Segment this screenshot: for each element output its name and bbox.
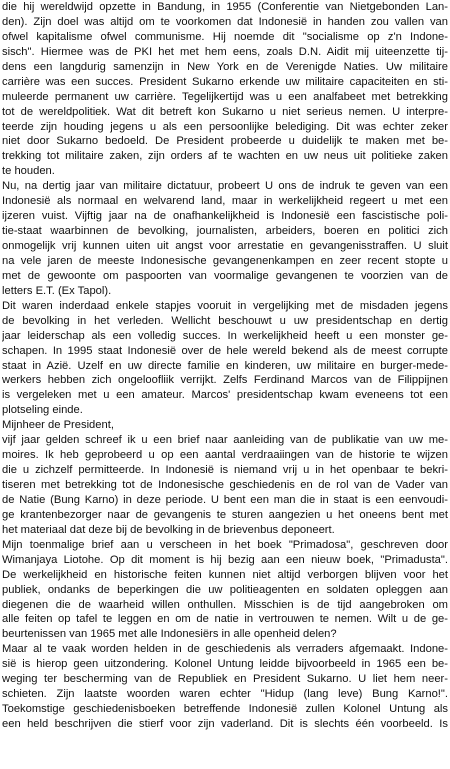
text-line: vijf jaar gelden schreef ik u een brief naar aanleiding van de publikatie van uw me-: [2, 434, 448, 447]
text-line: tie-staat waarbinnen de bevolking, journalisten, arbeiders, boeren en politici zich: [2, 225, 448, 238]
text-line: de Natie (Bung Karno) in deze periode. U bent een man die in staat is een eenvoudi-: [2, 493, 448, 506]
text-line: Toekomstige geschiedenisboeken betreffende Indonesië zullen Kolonel Untung als: [2, 703, 448, 716]
text-line: na vele jaren de meeste Indonesische gevangenenkampen en zeer recent stopte u: [2, 254, 448, 267]
text-line: sisch". Hiermee was de PKI het met hem eens, zoals D.N. Aidit mij uiteenzette tij-: [2, 45, 448, 58]
text-line: ge krantenbezorger naar de gevangenis te sturen aangezien u het oneens bent met: [2, 508, 448, 521]
text-line: letters E.T. (Ex Tapol).: [2, 284, 112, 297]
text-line: Mijn toenmalige brief aan u verscheen in het boek "Primadosa", geschreven door: [2, 538, 448, 551]
text-line: Dit waren inderdaad enkele stapjes vooruit in vergelijking met de misdaden jegens: [2, 299, 448, 312]
text-line: te houden.: [2, 165, 55, 178]
text-line: Nu, na dertig jaar van militaire dictatuur, probeert U ons de indruk te geven van een: [2, 180, 448, 193]
text-line: schieten. Zijn laatste woorden waren echter "Hidup (lang leve) Bung Karno!".: [2, 688, 448, 701]
text-line: den). Zijn doel was altijd om te voorkomen dat Indonesië in handen zou vallen van: [2, 15, 448, 28]
text-line: is vergeleken met u een amateur. Marcos' presidentschap kwam eveneens tot een: [2, 389, 448, 402]
text-line: beurtenissen van 1965 met alle Indonesiërs in alle openheid delen?: [2, 628, 337, 641]
text-line: werkers hebben zich ongeloofliik verrijkt. Zelfs Ferdinand Marcos van de Filippijnen: [2, 374, 448, 387]
text-line: Maar al te vaak worden helden in de geschiedenis als verraders afgemaakt. Indone-: [2, 643, 448, 656]
text-line: De werkelijkheid en historische feiten kunnen niet altijd verborgen blijven voor het: [2, 568, 448, 581]
text-line: dens een langdurig samenzijn in New York en de Verenigde Naties. Uw militaire: [2, 60, 448, 73]
text-line: het materiaal dat deze bij de bevolking in de brievenbus deponeert.: [2, 523, 335, 536]
text-line: diegenen die de waarheid willen onthullen. Misschien is de tijd aangebroken om: [2, 598, 448, 611]
text-line: ofwel kapitalisme ofwel communisme. Hij noemde dit "socialisme op z'n Indone-: [2, 30, 448, 43]
text-line: staat in Azië. Uzelf en uw directe familie en kinderen, uw militaire en burger-mede-: [2, 359, 448, 372]
text-line: alle feiten op tafel te leggen en om de natie in vertrouwen te nemen. Wilt u de ge-: [2, 613, 448, 626]
text-line: sië is hierop geen uitzondering. Kolonel Untung leidde bijvoorbeeld in 1965 een be-: [2, 658, 448, 671]
text-line: weging ter bescherming van de Republiek en President Sukarno. U liet hem neer-: [2, 673, 448, 686]
text-line: met de gewoonte om paspoorten van voormalige gevangenen te voorzien van de: [2, 269, 448, 282]
text-line: een held beschrijven die stierf voor zijn vaderland. Dit is slechts één voorbeeld. Is: [2, 718, 448, 730]
text-line: de bevolking in het verleden. Wellicht beschouwt u uw presidentschap en dertig: [2, 314, 448, 327]
text-line: carrière was een succes. President Sukarno erkende uw militaire capaciteiten en sti-: [2, 75, 448, 88]
text-line: trekking tot militaire zaken, zijn orders af te wachten en uw neus uit politieke zaken: [2, 150, 448, 163]
text-line: ijzeren vuist. Vijftig jaar na de onafhankelijkheid is Indonesië een fascistische poli-: [2, 210, 448, 223]
text-line: niet door Sukarno bedoeld. De President probeerde u duidelijk te maken met be-: [2, 135, 448, 148]
text-line: plotseling einde.: [2, 404, 83, 417]
document-body: [2, 0, 448, 732]
text-line: die hij wereldwijd opzette in Bandung, in 1955 (Conferentie van Nietgebonden Lan-: [2, 1, 448, 13]
text-line: onmogelijk vrij kunnen uiten uit angst voor arrestatie en gevangenisstraffen. U sluit: [2, 240, 448, 252]
text-line: die u zichzelf permitteerde. In Indonesië is niemand vrij u in het openbaar te bekri-: [2, 464, 448, 477]
text-line: jaar leiderschap als een volledig succes. In werkelijkheid heeft u een monster ge-: [2, 329, 448, 342]
text-line: teerde zijn houding jegens u als een persoonlijke belediging. Dit was echter zeker: [2, 120, 448, 133]
text-line: schapen. In 1995 staat Indonesië over de hele wereld bekend als de meest corrupte: [2, 344, 448, 357]
text-line: publiek, ondanks de beperkingen die uw politieagenten en soldaten opleggen aan: [2, 583, 448, 596]
text-line: tot de wereldpolitiek. Wat dit betreft kon Sukarno u niet serieus nemen. U interpre-: [2, 105, 448, 118]
text-line: moires. Ik heb geprobeerd u op een aantal verdraaiingen van de historie te wijzen: [2, 449, 448, 462]
text-line: tiseren met betrekking tot de Indonesische geschiedenis en de rol van de Vader van: [2, 479, 448, 491]
text-line: muleerde permanent uw carrière. Tegelijkertijd was u een analfabeet met betrekking: [2, 90, 448, 103]
text-line: Indonesië als normaal en welvarend land, maar in werkelijkheid regeert u met een: [2, 195, 448, 208]
text-line: Wimanjaya Liotohe. Op dit moment is hij bezig aan een nieuw boek, "Primadusta".: [2, 553, 448, 566]
text-line: Mijnheer de President,: [2, 419, 114, 432]
